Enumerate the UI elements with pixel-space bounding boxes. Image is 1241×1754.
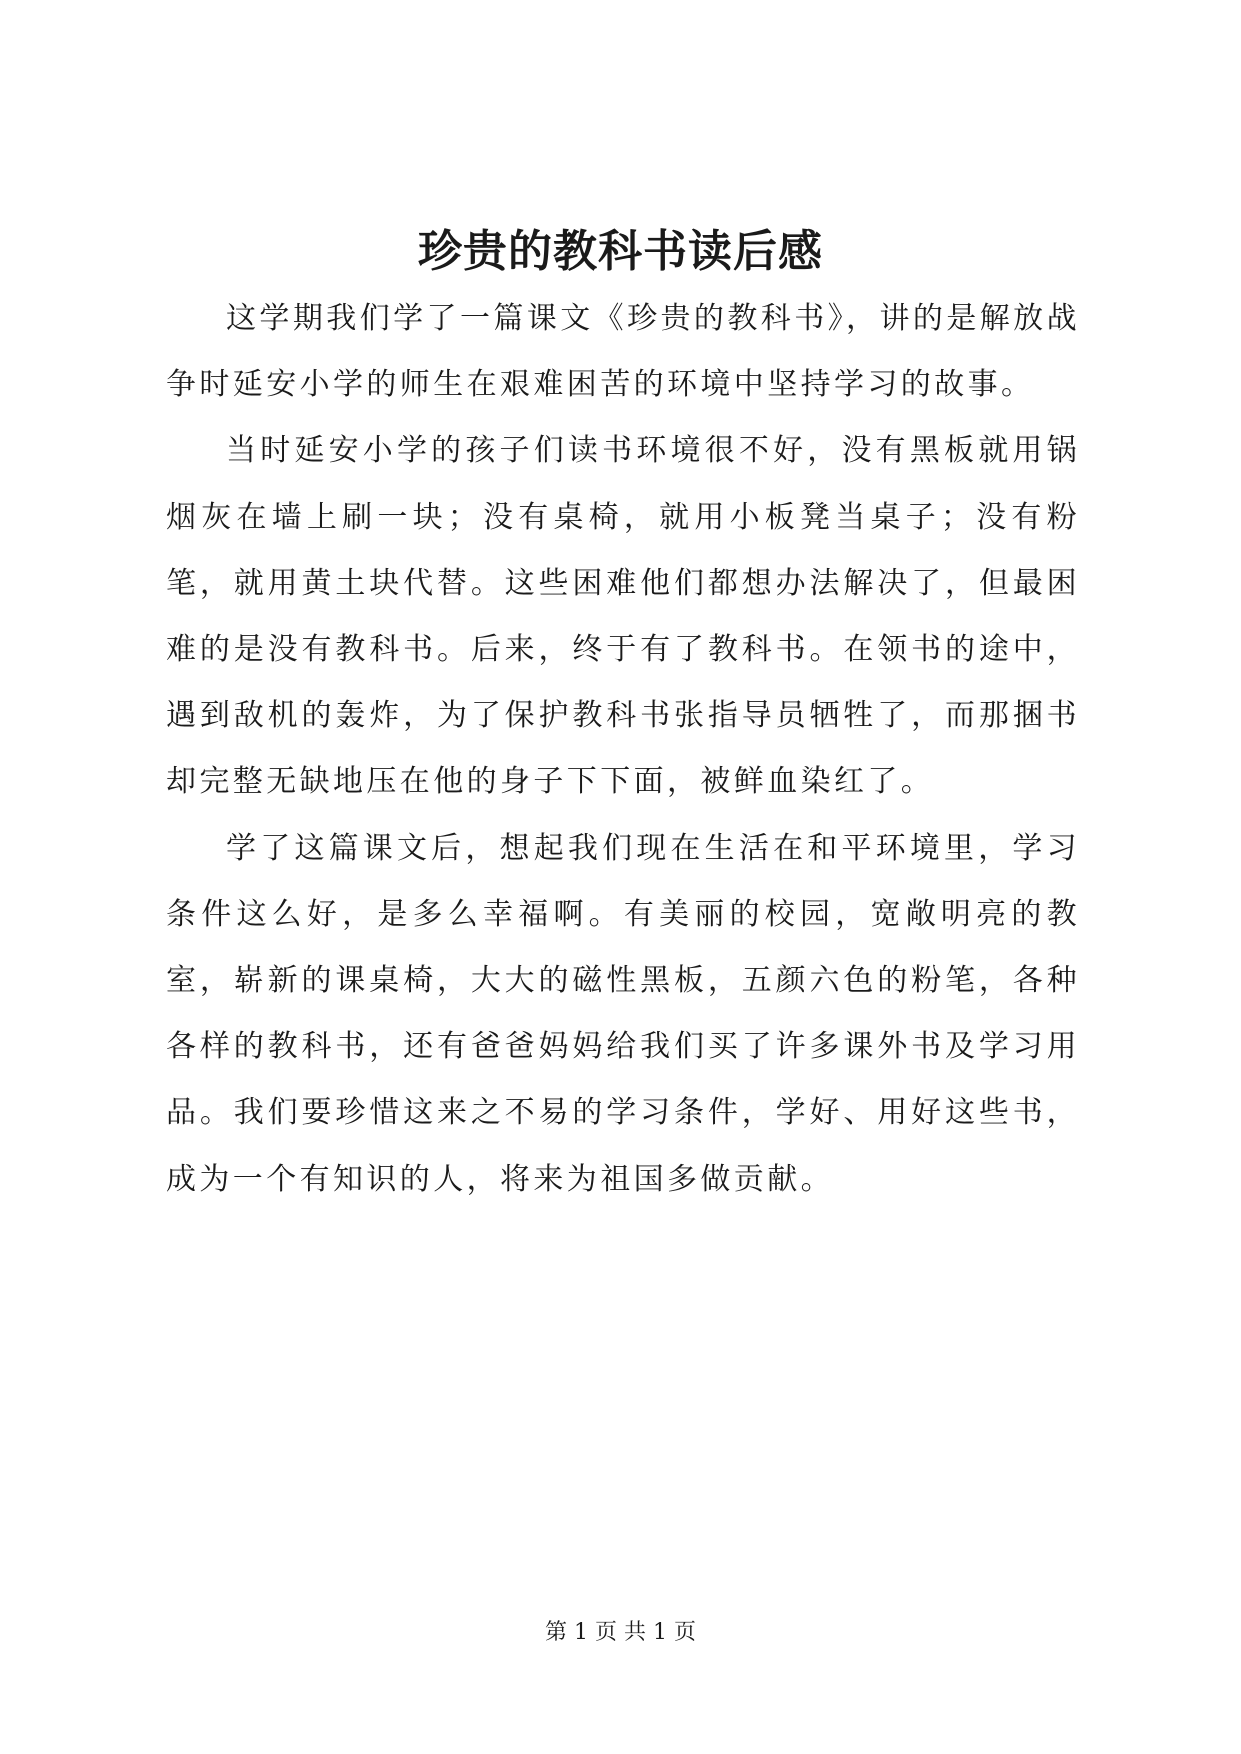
- document-body: [166, 286, 1080, 1213]
- paragraph-2: 当时延安小学的孩子们读书环境很不好，没有黑板就用锅烟灰在墙上刷一块；没有桌椅，就用小板凳当桌子；没有粉笔，就用黄土块代替。这些困难他们都想办法解决了，但最困难的是没有教科书。后来，终于有了教科书。在领书的途中，遇到敌机的轰炸，为了保护教科书张指导员牺牲了，而那捆书却完整无缺地压在他的身子下下面，被鲜血染红了。: [166, 433, 1080, 800]
- page-number-footer: 第 1 页 共 1 页: [545, 1620, 696, 1645]
- paragraph-3: 学了这篇课文后，想起我们现在生活在和平环境里，学习条件这么好，是多么幸福啊。有美丽的校园，宽敞明亮的教室，崭新的课桌椅，大大的磁性黑板，五颜六色的粉笔，各种各样的教科书，还有爸爸妈妈给我们买了许多课外书及学习用品。我们要珍惜这来之不易的学习条件，学好、用好这些书，成为一个有知识的人，将来为祖国多做贡献。: [166, 830, 1080, 1197]
- document-title: 珍贵的教科书读后感: [418, 226, 823, 277]
- paragraph-1: 这学期我们学了一篇课文《珍贵的教科书》，讲的是解放战争时延安小学的师生在艰难困苦的环境中坚持学习的故事。: [166, 301, 1080, 403]
